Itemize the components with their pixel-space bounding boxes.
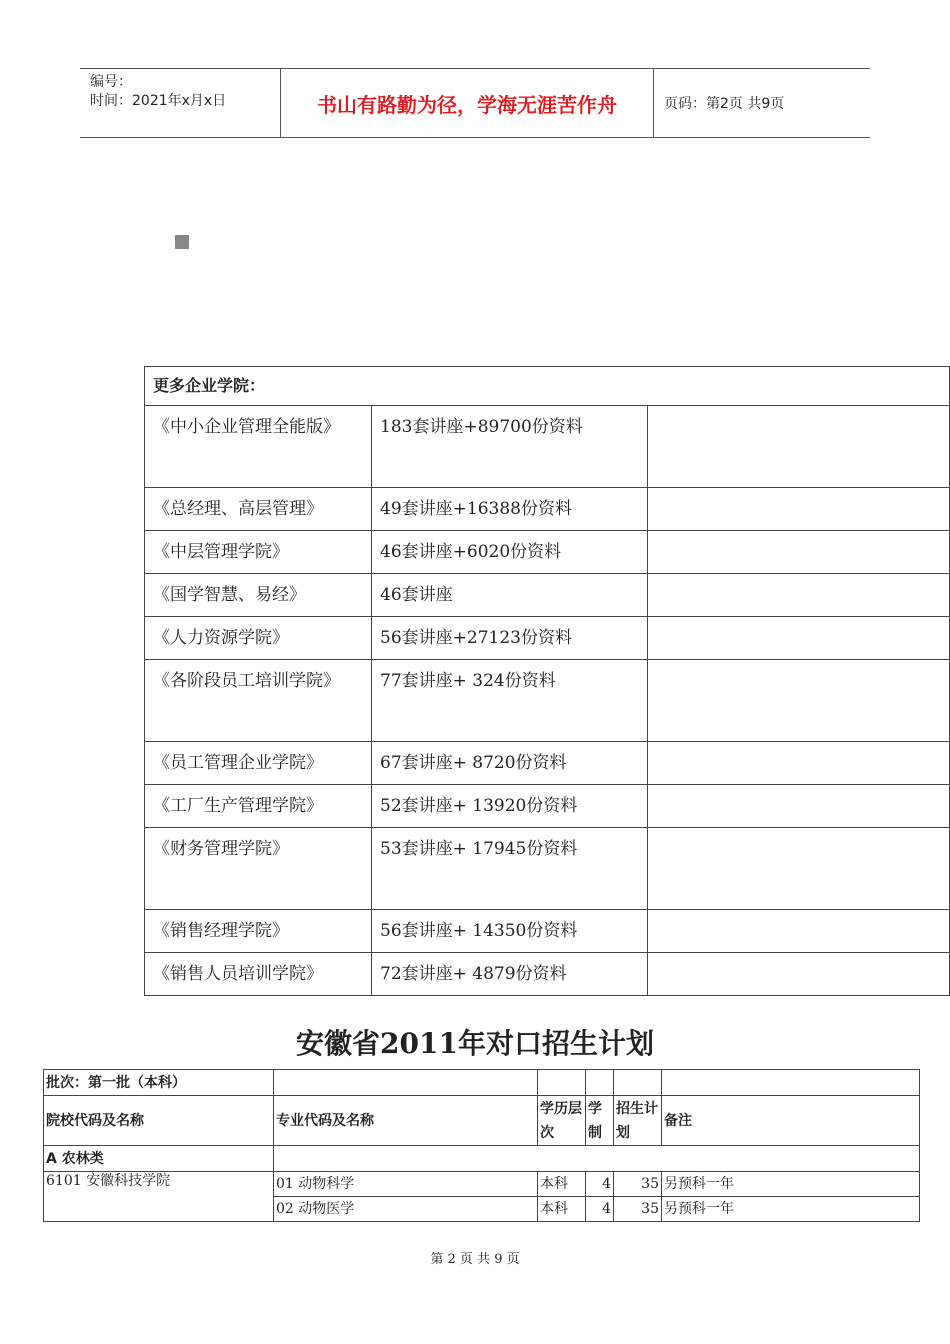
major-quota: 35 bbox=[614, 1172, 662, 1197]
college-desc: 67套讲座+ 8720份资料 bbox=[372, 742, 648, 785]
header-note: 备注 bbox=[662, 1096, 920, 1146]
header-quota: 招生计划 bbox=[614, 1096, 662, 1146]
header-level: 学历层次 bbox=[538, 1096, 586, 1146]
college-name: 《人力资源学院》 bbox=[145, 617, 372, 660]
college-name: 《总经理、高层管理》 bbox=[145, 488, 372, 531]
table-row bbox=[145, 531, 950, 574]
header-page-info: 页码：第2页 共9页 bbox=[664, 96, 785, 112]
college-desc: 56套讲座+ 14350份资料 bbox=[372, 910, 648, 953]
colleges-table bbox=[144, 366, 950, 996]
school-name: 6101 安徽科技学院 bbox=[44, 1172, 274, 1222]
table-row bbox=[145, 910, 950, 953]
plan-title: 安徽省2011年对口招生计划 bbox=[296, 1027, 654, 1060]
college-desc: 52套讲座+ 13920份资料 bbox=[372, 785, 648, 828]
college-name: 《国学智慧、易经》 bbox=[145, 574, 372, 617]
college-name: 《中层管理学院》 bbox=[145, 531, 372, 574]
college-desc: 72套讲座+ 4879份资料 bbox=[372, 953, 648, 996]
batch-label: 批次：第一批（本科） bbox=[44, 1070, 274, 1096]
table-row bbox=[145, 742, 950, 785]
college-name: 《销售经理学院》 bbox=[145, 910, 372, 953]
college-name: 《员工管理企业学院》 bbox=[145, 742, 372, 785]
header-years: 学制 bbox=[586, 1096, 614, 1146]
colleges-heading: 更多企业学院： bbox=[145, 367, 950, 406]
major-level: 本科 bbox=[538, 1197, 586, 1222]
college-name: 《财务管理学院》 bbox=[145, 828, 372, 910]
header-motto: 书山有路勤为径，学海无涯苦作舟 bbox=[280, 69, 654, 137]
header-meta bbox=[80, 69, 280, 137]
major-level: 本科 bbox=[538, 1172, 586, 1197]
college-desc: 56套讲座+27123份资料 bbox=[372, 617, 648, 660]
major-years: 4 bbox=[586, 1172, 614, 1197]
college-desc: 46套讲座+6020份资料 bbox=[372, 531, 648, 574]
table-row bbox=[44, 1070, 920, 1096]
admission-plan-table bbox=[43, 1069, 920, 1222]
major-quota: 35 bbox=[614, 1197, 662, 1222]
header-school: 院校代码及名称 bbox=[44, 1096, 274, 1146]
college-desc: 53套讲座+ 17945份资料 bbox=[372, 828, 648, 910]
major-note: 另预科一年 bbox=[662, 1197, 920, 1222]
college-desc: 49套讲座+16388份资料 bbox=[372, 488, 648, 531]
category-label: A 农林类 bbox=[44, 1146, 274, 1172]
table-row bbox=[145, 953, 950, 996]
table-row bbox=[145, 617, 950, 660]
time-label: 时间：2021年x月x日 bbox=[90, 93, 227, 109]
college-name: 《中小企业管理全能版》 bbox=[145, 406, 372, 488]
page-header bbox=[80, 68, 870, 138]
table-row bbox=[145, 488, 950, 531]
major-name: 02 动物医学 bbox=[274, 1197, 538, 1222]
table-row bbox=[145, 660, 950, 742]
college-desc: 183套讲座+89700份资料 bbox=[372, 406, 648, 488]
college-desc: 46套讲座 bbox=[372, 574, 648, 617]
table-header-row bbox=[44, 1096, 920, 1146]
major-years: 4 bbox=[586, 1197, 614, 1222]
table-row bbox=[145, 785, 950, 828]
table-row bbox=[145, 574, 950, 617]
college-name: 《工厂生产管理学院》 bbox=[145, 785, 372, 828]
major-name: 01 动物科学 bbox=[274, 1172, 538, 1197]
square-bullet-icon bbox=[175, 235, 189, 249]
header-major: 专业代码及名称 bbox=[274, 1096, 538, 1146]
page-footer: 第 2 页 共 9 页 bbox=[430, 1252, 520, 1267]
table-row bbox=[145, 828, 950, 910]
table-row bbox=[44, 1172, 920, 1197]
major-note: 另预科一年 bbox=[662, 1172, 920, 1197]
number-label: 编号： bbox=[90, 74, 132, 90]
table-row bbox=[44, 1146, 920, 1172]
table-row bbox=[145, 406, 950, 488]
college-name: 《销售人员培训学院》 bbox=[145, 953, 372, 996]
college-name: 《各阶段员工培训学院》 bbox=[145, 660, 372, 742]
college-desc: 77套讲座+ 324份资料 bbox=[372, 660, 648, 742]
